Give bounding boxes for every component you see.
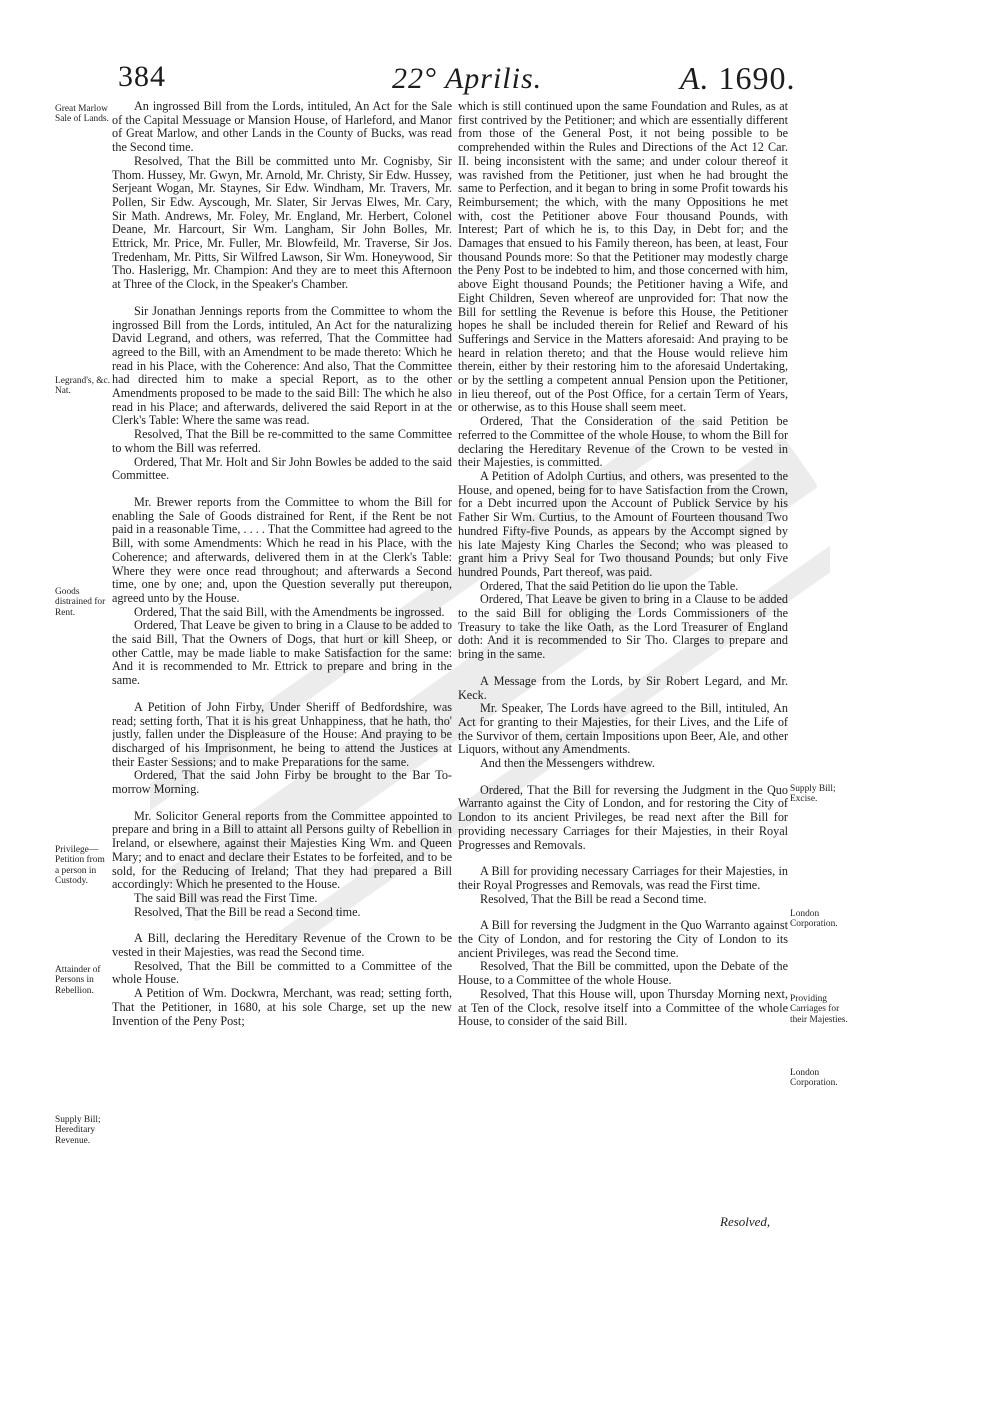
paragraph: Ordered, That the Consideration of the said Petition be referred to the Committee of the whole House, to whom the Bill for declaring the Hereditary Revenue of the Crown to be vested in their Majesties, is committed. bbox=[458, 414, 788, 470]
margin-note-providing-carriages: Providing Carriages for their Majesties. bbox=[790, 994, 848, 1025]
paragraph: Resolved, That the Bill be read a Second time. bbox=[134, 904, 361, 919]
paragraph: A Message from the Lords, by Sir Robert Legard, and Mr. Keck. bbox=[458, 673, 788, 702]
paragraph: A Petition of Wm. Dockwra, Merchant, was read; setting forth, That the Petitioner, in 1680, at his sole Charge, set up the new Invention of the Peny Post; bbox=[112, 986, 452, 1028]
margin-note-london-corporation: London Corporation. bbox=[790, 909, 838, 930]
paragraph: which is still continued upon the same Foundation and Rules, as at first contrived by the Petitioner; and which are essentially different from those of the General Post, it not being possible to be comprehended within the Rules and Directions of the Act 12 Car. II. being inconsistent with the same; and under colour thereof it was ravished from the Petitioner, just when he had brought the same to Perfection, and it began to bring in some Profit towards his Reimbursement; the which, with the many Oppositions he met with, cost the Petitioner above Four thousand Pounds, with Interest; Part of which he is, to this Day, in Debt for; and the Damages that ensued to his Family thereon, has been, at least, Four thousand Pounds more: So that the Petitioner may modestly charge the Peny Post to be indebted to him, and those concerned with him, above Eight thousand Pounds; the Petitioner having a Wife, and Eight Children, Seven whereof are unprovided for: That now the Bill for settling the Revenue is before this House, the Petitioner hopes he shall be included therein for Relief and Reward of his Sufferings and Service in the Matters aforesaid: And praying to be heard in relation thereto; and that the House would relieve him therein, either by their restoring him to the aforesaid Undertaking, or by the settling a competent annual Pension upon the Petitioner, in lieu thereof, out of the Post Office, for a certain Term of Years, or otherwise, as to this House shall seem meet. bbox=[458, 100, 788, 415]
page-date: 22° Aprilis. bbox=[392, 62, 543, 95]
paragraph: The said Bill was read the First Time. bbox=[134, 890, 318, 905]
left-column bbox=[112, 100, 452, 1230]
margin-note-supply-bill-excise: Supply Bill; Excise. bbox=[790, 784, 836, 805]
paragraph: A Bill for reversing the Judgment in the Quo Warranto against the City of London, and for restoring the City of London to its ancient Privileges, was read the Second time. bbox=[458, 918, 788, 960]
margin-note-goods-distrained: Goods distrained for Rent. bbox=[55, 587, 106, 618]
paragraph: Resolved, That this House will, upon Thursday Morning next, at Ten of the Clock, resolve itself into a Committee of the whole House, to consider of the said Bill. bbox=[458, 986, 788, 1029]
paragraph: Ordered, That Mr. Holt and Sir John Bowles be added to the said Committee. bbox=[112, 454, 452, 483]
margin-note-privilege: Privilege—Petition from a person in Custody. bbox=[55, 845, 105, 887]
margin-note-great-marlow: Great Marlow Sale of Lands. bbox=[55, 104, 109, 125]
paragraph: An ingrossed Bill from the Lords, intituled, An Act for the Sale of the Capital Messuage or Mansion House, of Harleford, and Manor of Great Marlow, and other Lands in the County of Bucks, was read the Second time. bbox=[112, 100, 452, 155]
paragraph: Ordered, That the said John Firby be brought to the Bar To-morrow Morning. bbox=[112, 768, 452, 797]
paragraph: Ordered, That Leave be given to bring in a Clause to be added to the said Bill, That the Owners of Dogs, that hurt or kill Sheep, or other Cattle, may be made liable to make Satisfaction for the same: And it is recommended to Mr. Ettrick to prepare and bring in the same. bbox=[112, 618, 452, 688]
margin-note-legrand: Legrand's, &c. Nat. bbox=[55, 376, 111, 397]
paragraph: Resolved, That the Bill be committed to a Committee of the whole House. bbox=[112, 958, 452, 987]
paragraph: Mr. Brewer reports from the Committee to whom the Bill for enabling the Sale of Goods distrained for Rent, if the Rent be not paid in a reasonable Time, . . . . That the Committee had agreed to the Bill, with some Amendments: Which he read in his Place, with the Coherence; and afterwards, delivered them in at the Clerk's Table: Where they were once read throughout; and afterwards a Second time, one by one; and, upon the Question severally put thereupon, agreed unto by the House. bbox=[112, 494, 452, 605]
paragraph: A Petition of Adolph Curtius, and others, was presented to the House, and opened, being for to have Satisfaction from the Crown, for a Debt incurred upon the Account of Publick Service by his Father Sir Wm. Curtius, to the Amount of Fourteen thousand Two hundred Fifty-five Pounds, as appears by the Accompt signed by his late Majesty King Charles the Second; who was pleased to grant him a Privy Seal for Two thousand Pounds; but only Five hundred Pounds, Part thereof, was paid. bbox=[458, 468, 788, 579]
paragraph: A Bill, declaring the Hereditary Revenue of the Crown to be vested in their Majesties, was read the Second time. bbox=[112, 931, 452, 960]
paragraph: Ordered, That Leave be given to bring in a Clause to be added to the said Bill for obliging the Lords Commissioners of the Treasury to take the like Oath, as the Lord Treasurer of England doth: And it is recommended to Sir Tho. Clarges to prepare and bring in the same. bbox=[458, 592, 788, 662]
paragraph: And then the Messengers withdrew. bbox=[480, 756, 655, 771]
right-column bbox=[458, 100, 788, 1230]
paragraph: Ordered, That the said Bill, with the Amendments be ingrossed. bbox=[134, 604, 445, 619]
paragraph: Resolved, That the Bill be committed unto Mr. Cognisby, Sir Thom. Hussey, Mr. Gwyn, Mr. Arnold, Mr. Christy, Sir Edw. Hussey, Serjeant Wogan, Mr. Staynes, Sir Edw. Windham, Mr. Travers, Mr. Pollen, Sir Edw. Ayscough, Mr. Slater, Sir Jervas Elwes, Mr. Cary, Sir Math. Andrews, Mr. Foley, Mr. England, Mr. Herbert, Colonel Deane, Mr. Harcourt, Sir Wm. Langham, Sir John Bolles, Mr. Ettrick, Mr. Price, Mr. Fuller, Mr. Blowfeild, Mr. Traverse, Sir Jos. Tredenham, Mr. Pitts, Sir Wilfred Lawson, Sir Wm. Honeywood, Sir Tho. Haslerigg, Mr. Champion: And they are to meet this Afternoon at Three of the Clock, in the Speaker's Chamber. bbox=[112, 153, 452, 292]
paragraph: A Petition of John Firby, Under Sheriff of Bedfordshire, was read; setting forth, That it is his great Unhappiness, that he hath, tho' justly, fallen under the Displeasure of the House: And praying to be discharged of his Imprisonment, he being to attend the Justices at their Easter Sessions; and to make Preparations for the same. bbox=[112, 699, 452, 769]
paragraph: Resolved, That the Bill be read a Second time. bbox=[480, 891, 707, 906]
page-header bbox=[0, 60, 992, 100]
paragraph: Mr. Solicitor General reports from the Committee appointed to prepare and bring in a Bill to attaint all Persons guilty of Rebellion in Ireland, or elsewhere, against their Majesties King Wm. and Queen Mary; and to enact and declare their Estates to be forfeited, and to be sold, for the Reducing of Ireland; That they had prepared a Bill accordingly: Which he presented to the House. bbox=[112, 808, 452, 892]
page-year bbox=[680, 60, 796, 97]
margin-note-supply-bill-revenue: Supply Bill; Hereditary Revenue. bbox=[55, 1115, 101, 1146]
catchword: Resolved, bbox=[720, 1214, 771, 1229]
margin-note-attainder: Attainder of Persons in Rebellion. bbox=[55, 965, 101, 996]
page-number: 384 bbox=[118, 60, 166, 93]
paragraph: Mr. Speaker, The Lords have agreed to the Bill, intituled, An Act for granting to their Majesties, for their Lives, and the Life of the Survivor of them, certain Impositions upon Beer, Ale, and other Liquors, without any Amendments. bbox=[458, 701, 788, 757]
paragraph: Resolved, That the Bill be re-committed to the same Committee to whom the Bill was referred. bbox=[112, 427, 452, 455]
paragraph: Resolved, That the Bill be committed, upon the Debate of the House, to a Committee of the whole House. bbox=[458, 959, 788, 988]
paragraph: Ordered, That the Bill for reversing the Judgment in the Quo Warranto against the City of London, and for restoring the City of London to its ancient Privileges, be read next after the Bill for providing necessary Carriages for their Majesties, in their Royal Progresses and Removals. bbox=[458, 782, 788, 852]
paragraph: Sir Jonathan Jennings reports from the Committee to whom the ingrossed Bill from the Lords, intituled, An Act for the naturalizing David Legrand, and others, was referred, That the Committee had agreed to the Bill, with an Amendment to be made thereto: Which he read in his Place, with the Coherence: And also, That the Committee had directed him to make a special Report, as to the other Amendments proposed to be made to the said Bill: The which he also read in his Place; and afterwards, delivered the said Report in at the Clerk's Table: Where the same was read. bbox=[112, 303, 452, 428]
paragraph: Ordered, That the said Petition do lie upon the Table. bbox=[480, 578, 739, 593]
paragraph: A Bill for providing necessary Carriages for their Majesties, in their Royal Progresses and Removals, was read the First time. bbox=[458, 864, 788, 892]
year-number: 1690. bbox=[718, 60, 796, 96]
margin-note-london-corporation-2: London Corporation. bbox=[790, 1068, 838, 1089]
year-prefix: A. bbox=[680, 60, 710, 96]
